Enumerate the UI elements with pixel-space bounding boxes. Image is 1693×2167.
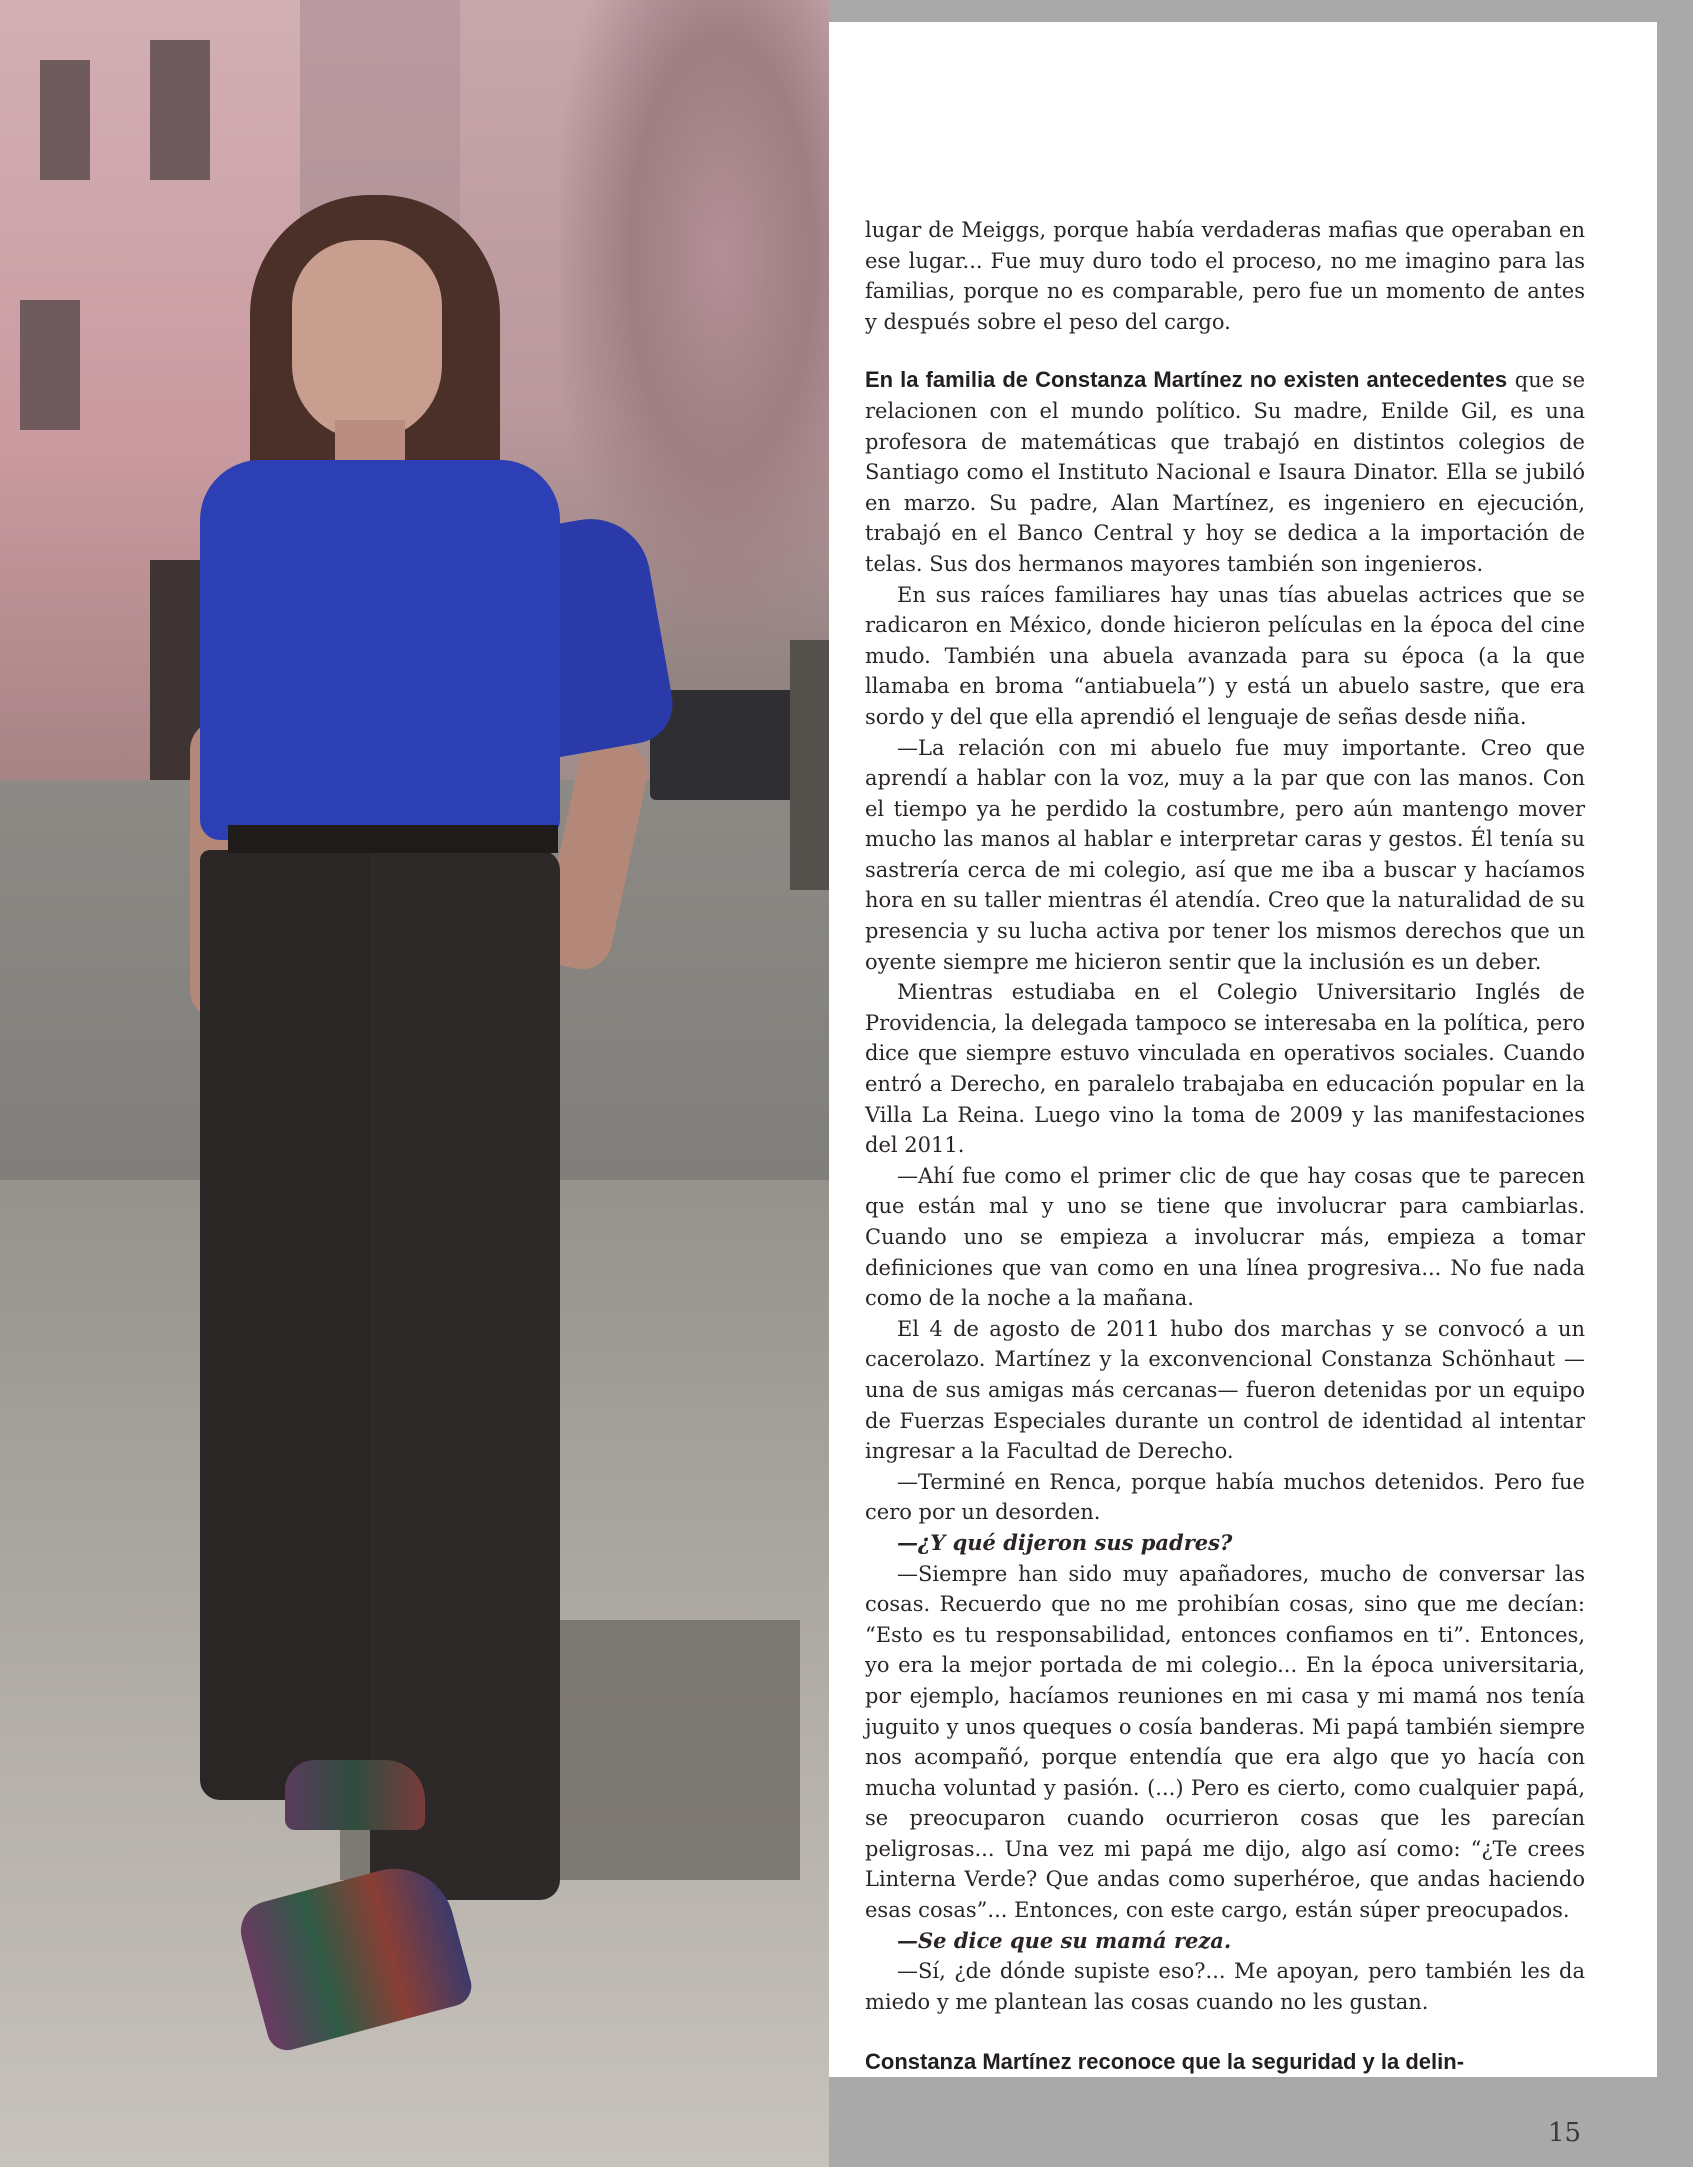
paragraph: —Terminé en Renca, porque había muchos detenidos. Pero fue cero por un desorden. [865, 1469, 1585, 1525]
section-paragraph [865, 365, 1585, 579]
interview-question [865, 1528, 1585, 1559]
paragraph: Mientras estudiaba en el Colegio Universitario Inglés de Providencia, la delegada tampoco se interesaba en la política, pero dice que siempre estuvo vinculada en operativos sociales. Cuando entró a Derecho, en paralelo trabajaba en educación popular en la Villa La Reina. Luego vino la toma de 2009 y las manifestaciones del 2011. [865, 980, 1585, 1158]
article-page [829, 22, 1657, 2077]
paragraph: lugar de Meiggs, porque había verdaderas mafias que operaban en ese lugar... Fue muy duro todo el proceso, no me imagino para las familias, porque no es comparable, pero fue un momento de antes y después sobre el peso del cargo. [865, 218, 1585, 334]
subject-face [292, 240, 442, 440]
section-paragraph [865, 2047, 1585, 2078]
interview-question [865, 1926, 1585, 1957]
section-lead: En la familia de Constanza Martínez no existen antecedentes [865, 367, 1508, 393]
subject-blue-shirt [200, 460, 560, 840]
paragraph-text: que se relacionen con el mundo político. Su madre, Enilde Gil, es una profesora de matemáticas que trabajó en distintos colegios de Santiago como el Instituto Nacional e Isaura Dinator. Ella se jubiló en marzo. Su padre, Alan Martínez, es ingeniero en ejecución, trabajó en el Banco Central y hoy se dedica a la importación de telas. Sus dos hermanos mayores también son ingenieros. [865, 368, 1585, 576]
paragraph: En sus raíces familiares hay unas tías abuelas actrices que se radicaron en México, donde hicieron películas en la época del cine mudo. También una abuela avanzada para su época (a la que llamaba en broma “antiabuela”) y está un abuelo sastre, que era sordo y del que ella aprendió el lenguaje de señas desde niña. [865, 582, 1585, 729]
paragraph: —Siempre han sido muy apañadores, mucho de conversar las cosas. Recuerdo que no me prohibían cosas, sino que me decían: “Esto es tu responsabilidad, entonces confiamos en ti”. Entonces, yo era la mejor portada de mi colegio... En la época universitaria, por ejemplo, hacíamos reuniones en mi casa y mi mamá nos tenía juguito y unos queques o cosía banderas. Mi papá también siempre nos acompañó, porque entendía que era algo que yo hacía con mucha voluntad y pasión. (...) Pero es cierto, como cualquier papá, se preocuparon cuando ocurrieron cosas que les parecían peligrosas... Una vez mi papá me dijo, algo así como: “¿Te crees Linterna Verde? Que andas como superhéroe, que andas haciendo esas cosas”... Entonces, con este cargo, están súper preocupados. [865, 1561, 1585, 1923]
article-body [865, 215, 1585, 2078]
portrait-photo [0, 0, 829, 2167]
paragraph: El 4 de agosto de 2011 hubo dos marchas y se convocó a un cacerolazo. Martínez y la exconvencional Constanza Schönhaut —una de sus amigas más cercanas— fueron detenidas por un equipo de Fuerzas Especiales durante un control de identidad al intentar ingresar a la Facultad de Derecho. [865, 1316, 1585, 1464]
subject-pants-left [200, 850, 390, 1800]
question-text: —¿Y qué dijeron sus padres? [897, 1529, 1233, 1555]
question-text: —Se dice que su mamá reza. [897, 1927, 1232, 1953]
section-lead: Constanza Martínez reconoce que la seguridad y la delin- [865, 2049, 1465, 2075]
background-person [790, 640, 829, 890]
page-number: 15 [1548, 2118, 1582, 2148]
paragraph: —La relación con mi abuelo fue muy importante. Creo que aprendí a hablar con la voz, muy a la par que con las manos. Con el tiempo ya he perdido la costumbre, pero aún mantengo mover mucho las manos al hablar e interpretar caras y gestos. Él tenía su sastrería cerca de mi colegio, así que me iba a buscar y hacíamos hora en su taller mientras él atendía. Creo que la naturalidad de su presencia y su lucha activa por tener los mismos derechos que un oyente siempre me hicieron sentir que la inclusión es un deber. [865, 735, 1585, 974]
paragraph: —Sí, ¿de dónde supiste eso?... Me apoyan, pero también les da miedo y me plantean las cosas cuando no les gustan. [865, 1959, 1585, 2014]
subject-pants-right [370, 850, 560, 1900]
subject-shoe-left [285, 1760, 425, 1830]
subject-belt [228, 825, 558, 853]
paragraph: —Ahí fue como el primer clic de que hay cosas que te parecen que están mal y uno se tiene que involucrar para cambiarlas. Cuando uno se empieza a involucrar más, empieza a tomar definiciones que van como en una línea progresiva... No fue nada como de la noche a la mañana. [865, 1163, 1585, 1311]
